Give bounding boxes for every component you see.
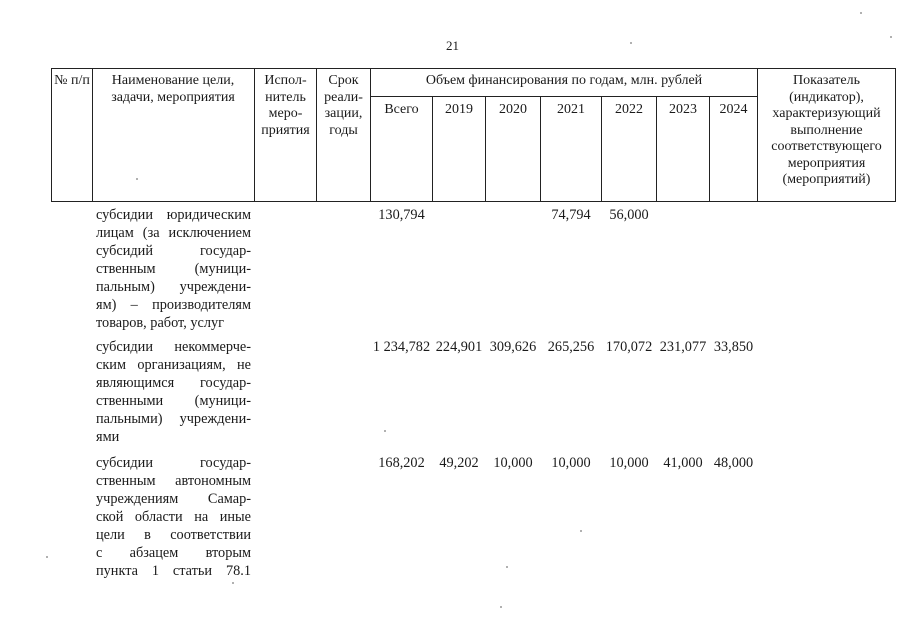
row-2-2023: 231,077 [659,339,707,355]
row-1-description [96,206,251,332]
scan-speck [232,582,234,584]
row-3-line: цели в соответствии [96,527,251,543]
row-1-total: 130,794 [378,207,425,223]
row-2-line: ским организациям, не [96,357,251,373]
row-2-2021: 265,256 [547,339,595,355]
row-2-2022: 170,072 [605,339,653,355]
scan-speck [384,430,386,432]
header-funding-title: Объем финансирования по годам, млн. рублей [425,73,703,88]
row-3-line: пункта 1 статьи 78.1 [96,563,251,579]
row-3-total: 168,202 [378,455,425,471]
row-1-line: пальным) учреждени- [96,279,251,295]
row-3-line: ственным автономным [96,473,251,489]
row-2-line: пальными) учреждени- [96,411,251,427]
scan-speck [136,178,138,180]
funding-subheader-line [370,96,757,97]
header-name: Наименование цели, задачи, мероприятия [111,73,235,105]
row-1-line: субсидии юридическим [96,207,251,223]
header-year-2024: 2024 [719,102,748,117]
row-2-line: субсидии некоммерче- [96,339,251,355]
row-3-description [96,454,251,580]
row-3-2023: 41,000 [663,455,703,471]
scan-speck [46,556,48,558]
row-2-line: ственными (муници- [96,393,251,409]
row-3-2020: 10,000 [493,455,533,471]
row-3-line: субсидии государ- [96,455,251,471]
row-3-2024: 48,000 [713,455,754,471]
row-2-2024: 33,850 [713,339,754,355]
row-3-line: учреждениям Самар- [96,491,251,507]
row-1-line: ям) – производителям [96,297,251,313]
row-1-2021: 74,794 [551,207,591,223]
header-year-2021: 2021 [557,102,585,117]
header-year-total: Всего [384,102,419,117]
table-border-right [895,69,896,201]
scan-speck [580,530,582,532]
header-year-2023: 2023 [669,102,697,117]
row-2-line: ями [96,429,120,445]
header-executor: Испол-нитель меро-приятия [261,73,310,138]
header-year-2019: 2019 [445,102,473,117]
row-2-2020: 309,626 [489,339,537,355]
header-year-2022: 2022 [615,102,643,117]
scan-speck [630,42,632,44]
scan-speck [506,566,508,568]
row-2-description [96,338,251,446]
scan-speck [500,606,502,608]
row-3-2022: 10,000 [609,455,649,471]
row-3-2021: 10,000 [551,455,591,471]
row-1-line: ственным (муници- [96,261,251,277]
row-3-2019: 49,202 [439,455,479,471]
row-2-line: являющимся государ- [96,375,251,391]
row-3-line: ской области на иные [96,509,251,525]
row-1-2022: 56,000 [609,207,649,223]
header-term: Срок реали-зации, годы [324,73,363,138]
row-1-line: субсидий государ- [96,243,251,259]
row-1-line: лицам (за исключением [96,225,251,241]
row-1-line: товаров, работ, услуг [96,315,225,331]
header-year-2020: 2020 [499,102,527,117]
scan-speck [890,36,892,38]
scan-speck [860,12,862,14]
header-no: № п/п [54,73,90,88]
header-indicator: Показатель (индикатор), характеризующий выполнение соответствующего мероприятия (мероприятий) [771,73,882,187]
table-col-divider [92,69,93,201]
page-number: 21 [446,38,459,53]
row-3-line: с абзацем вторым [96,545,251,561]
row-2-total: 1 234,782 [372,339,431,355]
table-header [51,68,896,202]
row-2-2019: 224,901 [435,339,483,355]
